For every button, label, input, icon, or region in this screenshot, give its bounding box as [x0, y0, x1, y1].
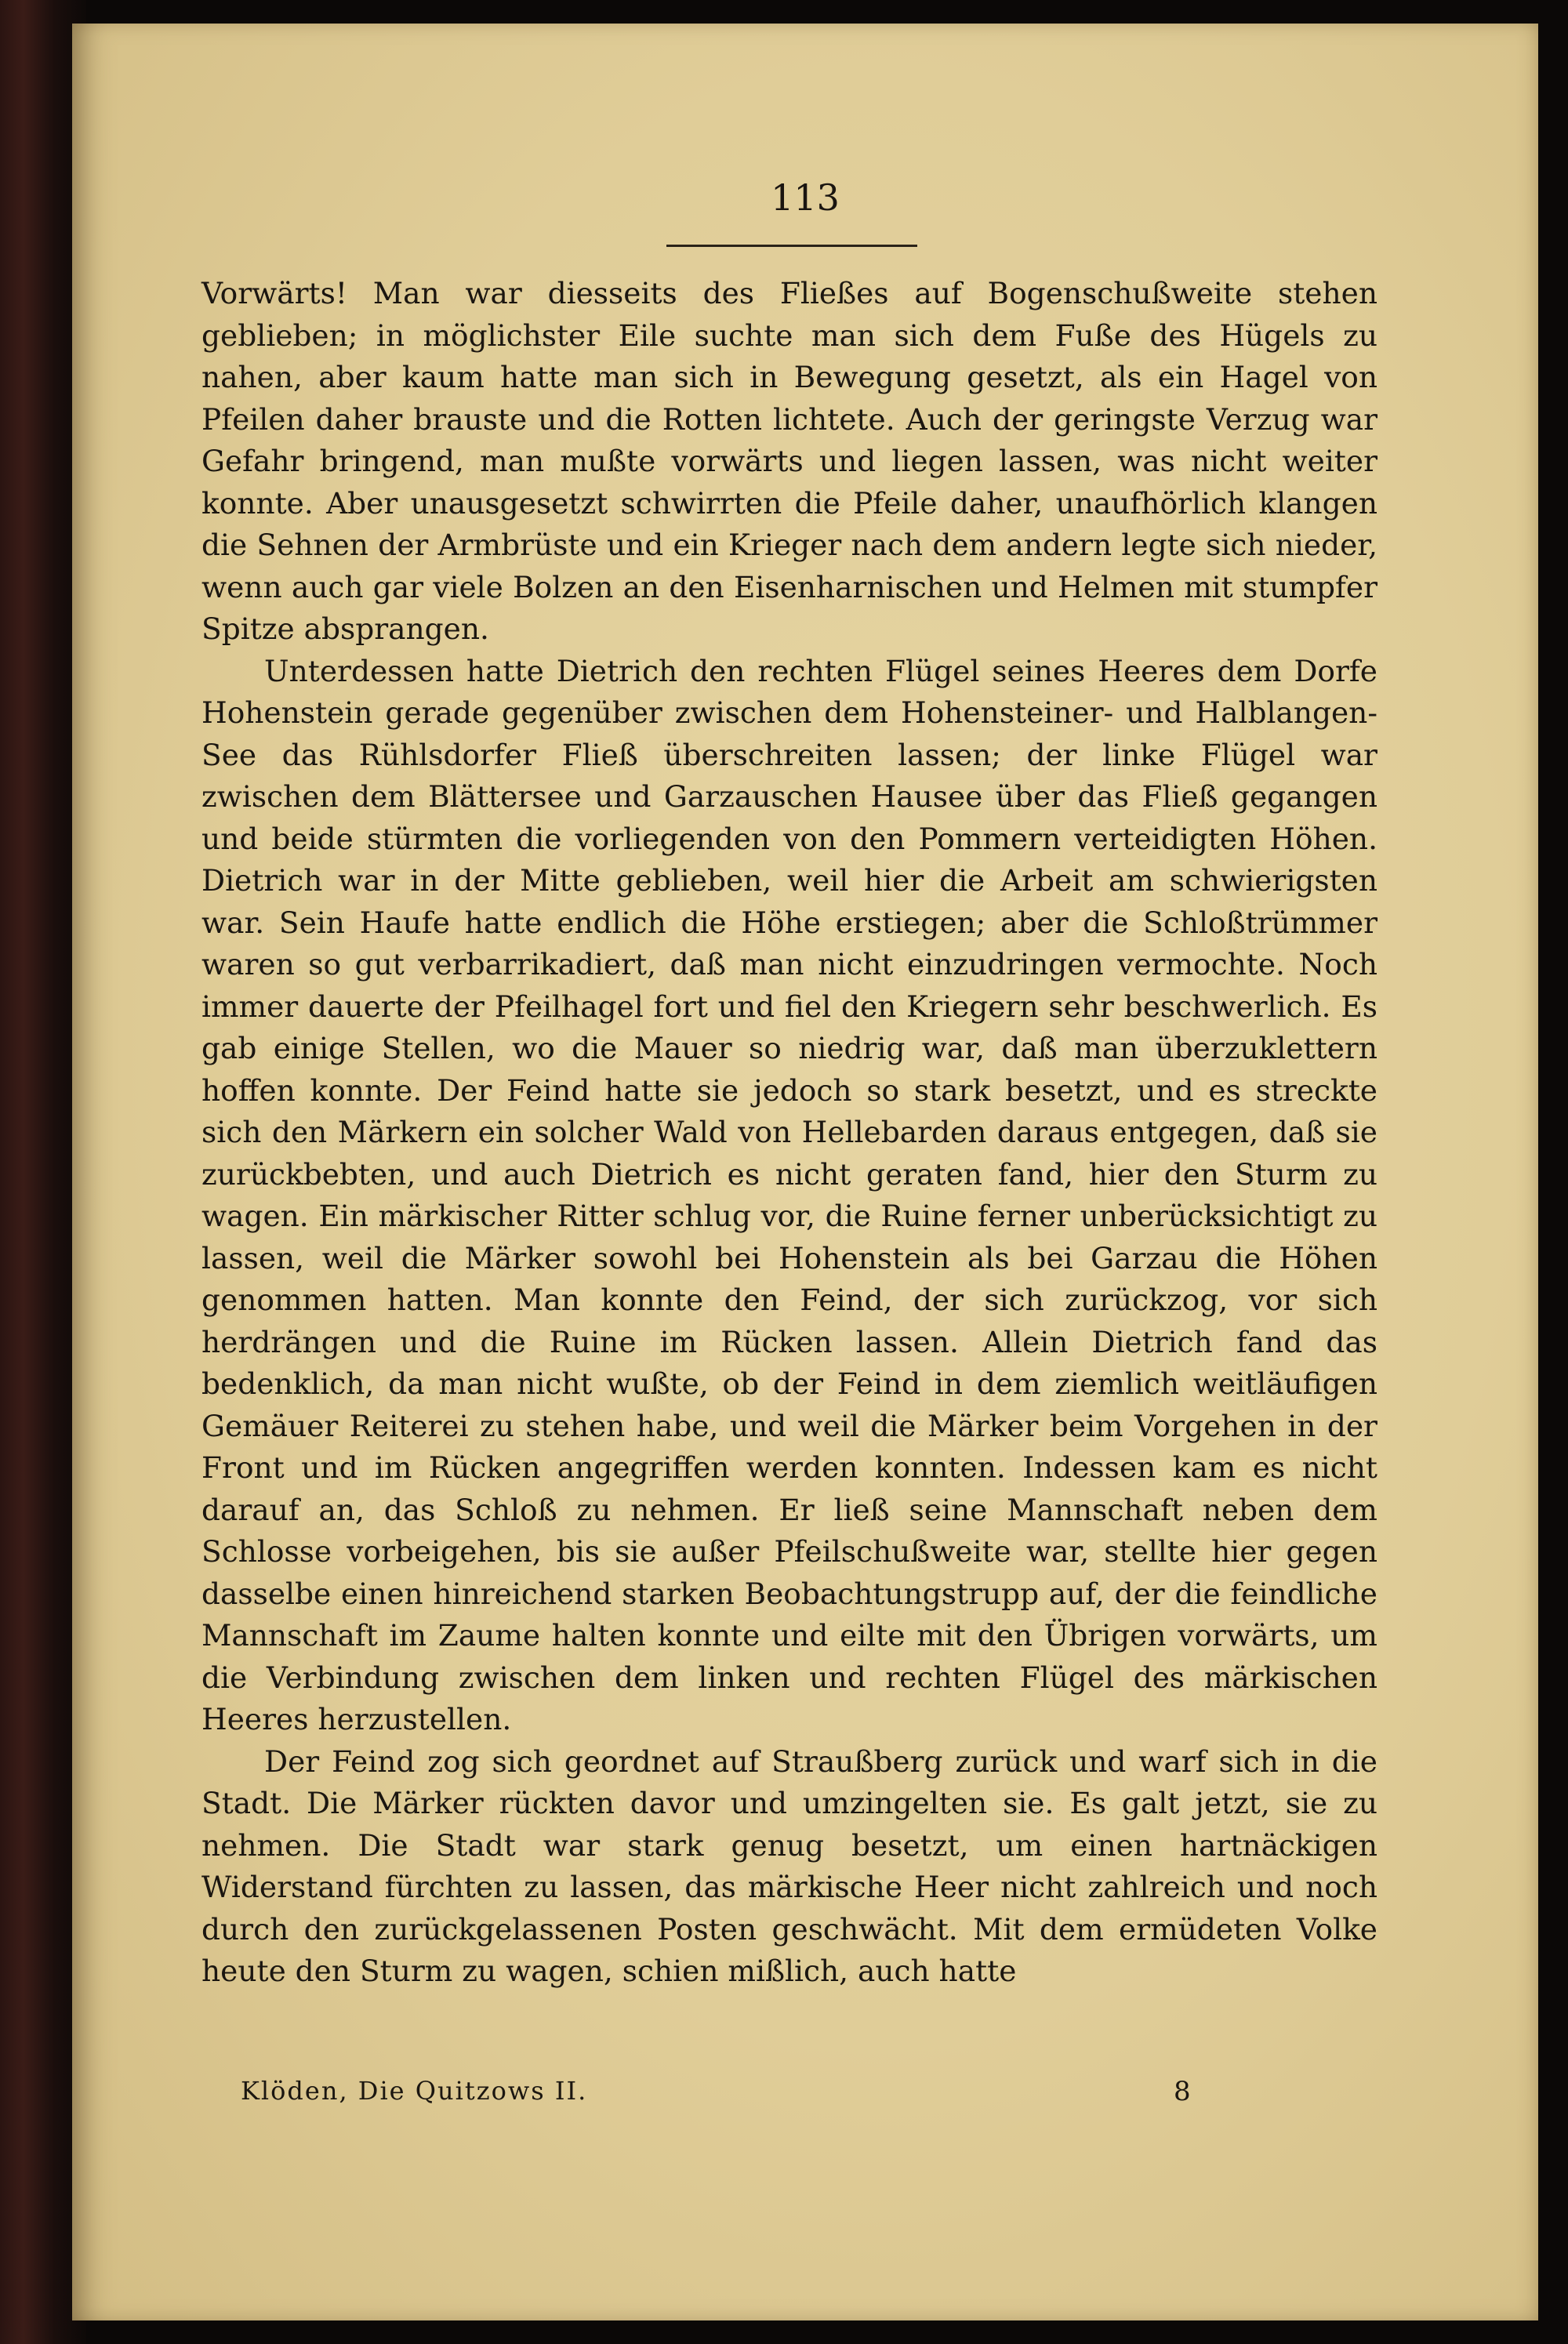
footer-signature: Klöden, Die Quitzows II.: [241, 2076, 588, 2106]
page-footer: [201, 2076, 1377, 2123]
body-text: [201, 273, 1377, 1993]
paragraph-2: Unterdessen hatte Dietrich den rechten Flügel seines Heeres dem Dorfe Hohenstein gerade gegenüber zwischen dem Hohensteiner- und Halblangen-See das Rühlsdorfer Fließ überschreiten lassen; der linke Flügel war zwischen dem Blättersee und Garzauschen Hausee über das Fließ gegangen und beide stürmten die vorliegenden von den Pommern verteidigten Höhen. Dietrich war in der Mitte geblieben, weil hier die Arbeit am schwierigsten war. Sein Haufe hatte endlich die Höhe erstiegen; aber die Schloßtrümmer waren so gut verbarrikadiert, daß man nicht einzudringen vermochte. Noch immer dauerte der Pfeilhagel fort und fiel den Kriegern sehr beschwerlich. Es gab einige Stellen, wo die Mauer so niedrig war, daß man überzuklettern hoffen konnte. Der Feind hatte sie jedoch so stark besetzt, und es streckte sich den Märkern ein solcher Wald von Hellebarden daraus entgegen, daß sie zurückbebten, und auch Dietrich es nicht geraten fand, hier den Sturm zu wagen. Ein märkischer Ritter schlug vor, die Ruine ferner unberücksichtigt zu lassen, weil die Märker sowohl bei Hohenstein als bei Garzau die Höhen genommen hatten. Man konnte den Feind, der sich zurückzog, vor sich herdrängen und die Ruine im Rücken lassen. Allein Dietrich fand das bedenklich, da man nicht wußte, ob der Feind in dem ziemlich weitläufigen Gemäuer Reiterei zu stehen habe, und weil die Märker beim Vorgehen in der Front und im Rücken angegriffen werden konnten. Indessen kam es nicht darauf an, das Schloß zu nehmen. Er ließ seine Mannschaft neben dem Schlosse vorbeigehen, bis sie außer Pfeilschußweite war, stellte hier gegen dasselbe einen hinreichend starken Beobachtungstrupp auf, der die feindliche Mannschaft im Zaume halten konnte und eilte mit den Übrigen vorwärts, um die Verbindung zwischen dem linken und rechten Flügel des märkischen Heeres herzustellen.: [201, 653, 1377, 1736]
paragraph-3: Der Feind zog sich geordnet auf Straußberg zurück und warf sich in die Stadt. Die Märker rückten davor und umzingelten sie. Es galt jetzt, sie zu nehmen. Die Stadt war stark genug besetzt, um einen hartnäckigen Widerstand fürchten zu lassen, das märkische Heer nicht zahlreich und noch durch den zurückgelassenen Posten geschwächt. Mit dem ermüdeten Volke heute den Sturm zu wagen, schien mißlich, auch hatte: [201, 1743, 1377, 1988]
book-page: [72, 24, 1538, 2320]
paragraph-1: Vorwärts! Man war diesseits des Fließes auf Bogenschußweite stehen geblieben; in möglichster Eile suchte man sich dem Fuße des Hügels zu nahen, aber kaum hatte man sich in Bewegung gesetzt, als ein Hagel von Pfeilen daher brauste und die Rotten lichtete. Auch der geringste Verzug war Gefahr bringend, man mußte vorwärts und liegen lassen, was nicht weiter konnte. Aber unausgesetzt schwirrten die Pfeile daher, unaufhörlich klangen die Sehnen der Armbrüste und ein Krieger nach dem andern legte sich nieder, wenn auch gar viele Bolzen an den Eisenharnischen und Helmen mit stumpfer Spitze absprangen.: [201, 276, 1377, 646]
footer-sheet-number: 8: [1174, 2076, 1191, 2107]
header-rule: [666, 245, 917, 247]
page-number: 113: [771, 176, 840, 219]
